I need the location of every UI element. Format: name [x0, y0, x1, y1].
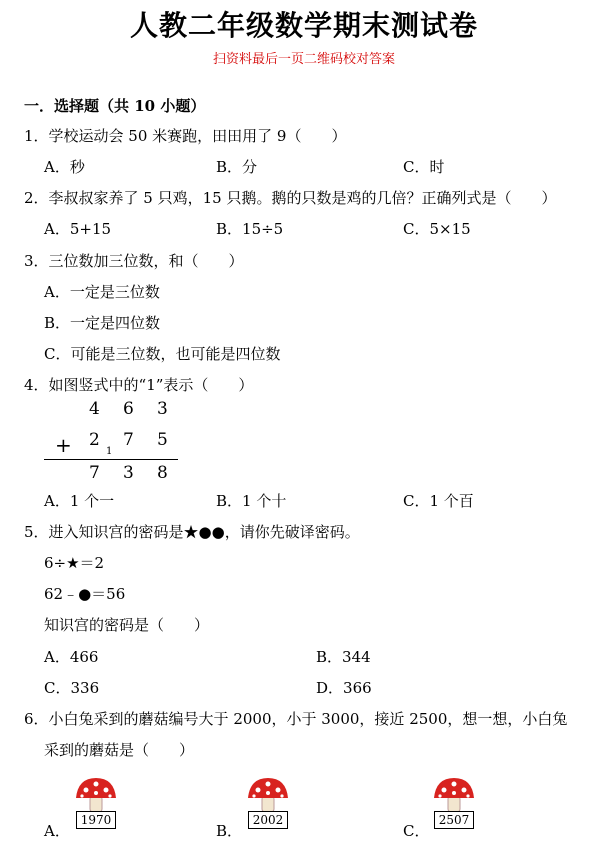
page-title: 人教二年级数学期末测试卷 [129, 9, 478, 42]
q2-option-b: B．15÷5 [216, 220, 284, 238]
q3-option-a: A．一定是三位数 [44, 283, 160, 301]
carry-digit: 1 [106, 446, 113, 457]
q3-option-b: B．一定是四位数 [44, 314, 161, 332]
vert-digit: 8 [157, 463, 168, 483]
mushroom-number-a: 1970 [76, 811, 116, 829]
q1-option-c: C．时 [403, 158, 445, 176]
question-5: 5．进入知识宫的密码是★●●，请你先破译密码。 [24, 523, 360, 541]
equation-2: 62﹣●＝56 [44, 585, 126, 603]
q3-option-c: C．可能是三位数，也可能是四位数 [44, 345, 281, 363]
q5-option-a: A．466 [44, 648, 99, 666]
equation-1: 6÷★＝2 [44, 554, 105, 572]
section-heading: 一．选择题（共 10 小题） [24, 97, 206, 115]
vert-digit: 3 [157, 399, 168, 419]
mushroom-icon [74, 776, 118, 816]
q6-option-b: B． [216, 822, 243, 840]
vert-digit: 7 [123, 430, 134, 450]
q5-option-c: C．336 [44, 679, 100, 697]
q2-option-a: A．5+15 [44, 220, 112, 238]
vert-digit: 5 [157, 430, 168, 450]
q1-option-b: B．分 [216, 158, 258, 176]
plus-sign: + [55, 433, 72, 457]
question-4: 4．如图竖式中的“1”表示（ ） [24, 376, 254, 394]
vert-digit: 7 [89, 463, 100, 483]
mushroom-icon [246, 776, 290, 816]
question-1: 1．学校运动会 50 米赛跑，田田用了 9（ ） [24, 127, 347, 145]
q5-option-b: B．344 [316, 648, 371, 666]
q4-option-a: A．1 个一 [44, 492, 115, 510]
page-subtitle: 扫资料最后一页二维码校对答案 [212, 52, 395, 67]
q2-option-c: C．5×15 [403, 220, 471, 238]
mushroom-number-b: 2002 [248, 811, 288, 829]
q4-option-b: B．1 个十 [216, 492, 287, 510]
q6-option-a: A． [44, 822, 70, 840]
vert-digit: 6 [123, 399, 134, 419]
question-3: 3．三位数加三位数，和（ ） [24, 252, 244, 270]
mushroom-icon [432, 776, 476, 816]
q1-option-a: A．秒 [44, 158, 85, 176]
mushroom-number-c: 2507 [434, 811, 474, 829]
vert-digit: 2 [89, 430, 100, 450]
question-6-line-1: 6．小白兔采到的蘑菇编号大于 2000，小于 3000，接近 2500，想一想，小白兔 [24, 710, 568, 728]
vert-digit: 3 [123, 463, 134, 483]
question-6-line-2: 采到的蘑菇是（ ） [44, 741, 195, 759]
q6-option-c: C． [403, 822, 430, 840]
q4-option-c: C．1 个百 [403, 492, 474, 510]
q5-prompt: 知识宫的密码是（ ） [44, 616, 210, 634]
sum-line [44, 459, 178, 460]
q5-option-d: D．366 [316, 679, 372, 697]
question-2: 2．李叔叔家养了 5 只鸡，15 只鹅。鹅的只数是鸡的几倍？正确列式是（ ） [24, 189, 557, 207]
vert-digit: 4 [89, 399, 100, 419]
